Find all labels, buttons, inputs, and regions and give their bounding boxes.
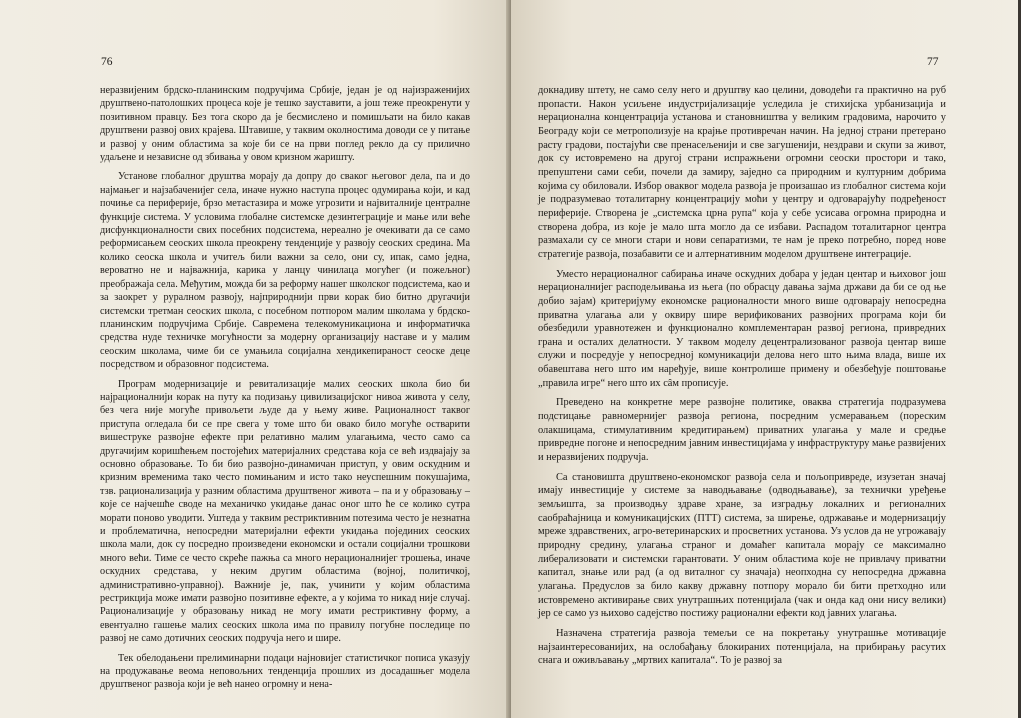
paragraph: Уместо нерационалног сабирања иначе оскудних добара у један центар и њиховог још нерационалнијег расподељивања из њега (по обрасцу давања зајма држави да би се од ње добио зајам) критеријуму економске рационалности много више одговарају непосредна приватна улагања али у оквиру шире верификованих развојних програма који би обезбедили уравнотежен и функционално комплементаран развој региона, привредних грана и осталих делатности. У таквом моделу децентрализованог развоја центар више служи и посредује у непосредној комуникацији делова него што њима влада, више их обавештава него што им наређује, више контролише примену и обезбеђује поштовање „правила игре“ него што их сâм прописује.: [538, 268, 946, 389]
left-page: [0, 0, 510, 718]
paragraph: Програм модернизације и ревитализације малих сеоских школа био би најрационалнији корак на путу ка подизању цивилизацијског нивоа живота у селу, без чега није могуће привољети људе да у њему живе. Рационалност таквог приступа огледала би се пре свега у томе што би овако било могуће остварити вишеструке развојне ефекте при релативно малим улагањима, често само са другачијим коришћењем постојећих материјалних средстава која се већ издвајају за основно образовање. То би био развојно-динамичан приступ, у овим оскудним и кризним временима тако често помињаним и исто тако неуспешним покушајима, тзв. рационализација у разним областима друштвеног живота – па и у образовању – које се најчешће своде на механичко укидање данас оног што ће се колико сутра морати поново уводити. Уштеда у таквим рестриктивним потезима често је незнатна и проблематична, непосредни материјални ефекти укидања појединих сеоских школа мали, док су посредно произведени економски и остали социјални трошкови много већи. Тиме се често скреће пажња са много нерационалнијег трошења, иначе оскудних средстава, у неким другим областима (војној, политичкој, административно-управној). Важније је, пак, учинити у којим областима рестрикција може имати развојно позитивне ефекте, а у којима то никад није случај. Рационализације у образовању никад не могу имати рестриктивну форму, а евентуално гашење малих сеоских школа има по правилу погубне последице по развој не само дотичних сеоских подручја него и шире.: [100, 378, 470, 645]
page-number-left: 76: [101, 56, 113, 68]
paragraph: докнадиву штету, не само селу него и друштву као целини, доводећи га практично на руб пропасти. Након усиљене индустријализације уследила је стихијска урбанизација и нерационална концентрација установа и становништва у великим градовима, нарочито у Београду који се метрополизује на крајње противречан начин. На једној страни претерано расту градови, постајући све пренасељенији и све загушенији, нездрави и скупи за живот, док су истовремено на другој страни испражњени огромни сеоски простори и тако, препуштени сами себи, почели да замиру, заједно са природним и културним добрима којима су обиловали. Избор оваквог модела развоја је произашао из глобалног система који је подразумевао тоталитарну концентрацију моћи у центру и одговарајућу подређеност периферије. Створена је „системска црна рупа“ која у себе усисава огромна природна и створена добра, из које је мало шта могло да се избави. Распадом тоталитарног центра размахали су се многи стари и нови сепаратизми, те нам је прeко потребно, поред нове стратегије развоја, позабавити се и алтернативним моделом друштвене интеграције.: [538, 85, 946, 260]
paragraph: Назначена стратегија развоја темељи се на покретању унутрашње мотивације најзаинтересованијих, на ослобађању блокираних потенцијала, на прибирању расутих снага и оживљавању „мртвих капитала“. То је развој за: [538, 627, 946, 667]
paragraph: Преведено на конкретне мере развојне политике, оваква стратегија подразумева подстицање равномернијег развоја региона, посредним усмеравањем (пореским олакшицама, стимулативним кредитирањем) приватних улагања у мале и средње привредне погоне и непосредним јавним инвестицијама у инфраструктуру мање развијених и неразвијених подручја.: [538, 397, 946, 464]
right-page-text: [538, 84, 946, 668]
paragraph: неразвијеним брдско-планинским подручјима Србије, један је од најизраженијих друштвено-патолошких процеса које је тешко зауставити, а још теже преокренути у позитивном правцу. Без тога скоро да је бесмислено и помишљати на било какав друштвени развој ових крајева. Штавише, у таквим околностима доводи се у питање и развој у оним областима за које би се на први поглед рекло да су прилично удаљене и независне од збивања у овом кризном жаришту.: [100, 85, 470, 164]
paragraph: Установе глобалног друштва морају да допру до сваког његовог дела, па и до најмањег и најзабаченијег села, иначе нужно наступа процес одумирања који, и кад почиње са периферије, брзо метастазира и може угрозити и највиталније централне функције система. У условима глобалне системске дезинтеграције и мање или веће дисфункционалности свих посебних подсистема, нереално је очекивати да се само реформисањем сеоских школа преокрену тенденције у развоју сеоских средина. Ма колико сеоска школа и учитељ били важни за село, они су, ипак, само једна, вероватно не и најважнија, карика у ланцу чинилаца могућег (и пожељног) преображаја села. Међутим, можда би за реформу нашег школског подсистема, као и за заокрет у руралном развоју, најприроднији први корак био битно другачији системски третман сеоских школа, с посебном потпором малим школама у брдско-планинским подручјима Србије. Савремена телекомуникациона и информатичка средства нуде техничке могућности за модерну организацију наставе и у малим сеоским школама, чиме би се умањила социјална хендикепираност сеоске деце посредством и образовног подсистема.: [100, 171, 470, 371]
page-number-right: 77: [927, 56, 939, 68]
right-page: [511, 0, 1021, 718]
paragraph: Са становишта друштвено-економског развоја села и пољопривреде, изузетан значај имају инвестиције у системе за наводњавање (одводњавање), за технички уређење земљишта, за производњу здраве хране, за изградњу локалних и регионалних саобраћајница и комуникацијских (ПТТ) система, за ширење, одржавање и модернизацију мреже здравствених, агро-ветеринарских и просветних установа. Уз услов да не угрожавају природну средину, улагања страног и домаћег капитала морају се максимално либерализовати и системски гарантовати. У оним областима које не привлачу приватни капитал, знање или рад (а од виталног су значаја) неопходна су непосредна државна улагања. Предуслов за било какву државну потпору морало би бити претходно или истовремено активирање свих унутрашњих потенцијала (чак и онда кад они нису велики) јер се само уз њихово садејство постижу рационални ефекти код јавних улагања.: [538, 471, 946, 620]
paragraph: Тек обелодањени прелиминарни подаци најновијег статистичког пописа указују на продужавање веома неповољних тенденција прошлих из досадашњег модела друштвеног развоја који је већ нанео огромну и нена-: [100, 652, 470, 691]
left-page-text: [100, 84, 470, 692]
